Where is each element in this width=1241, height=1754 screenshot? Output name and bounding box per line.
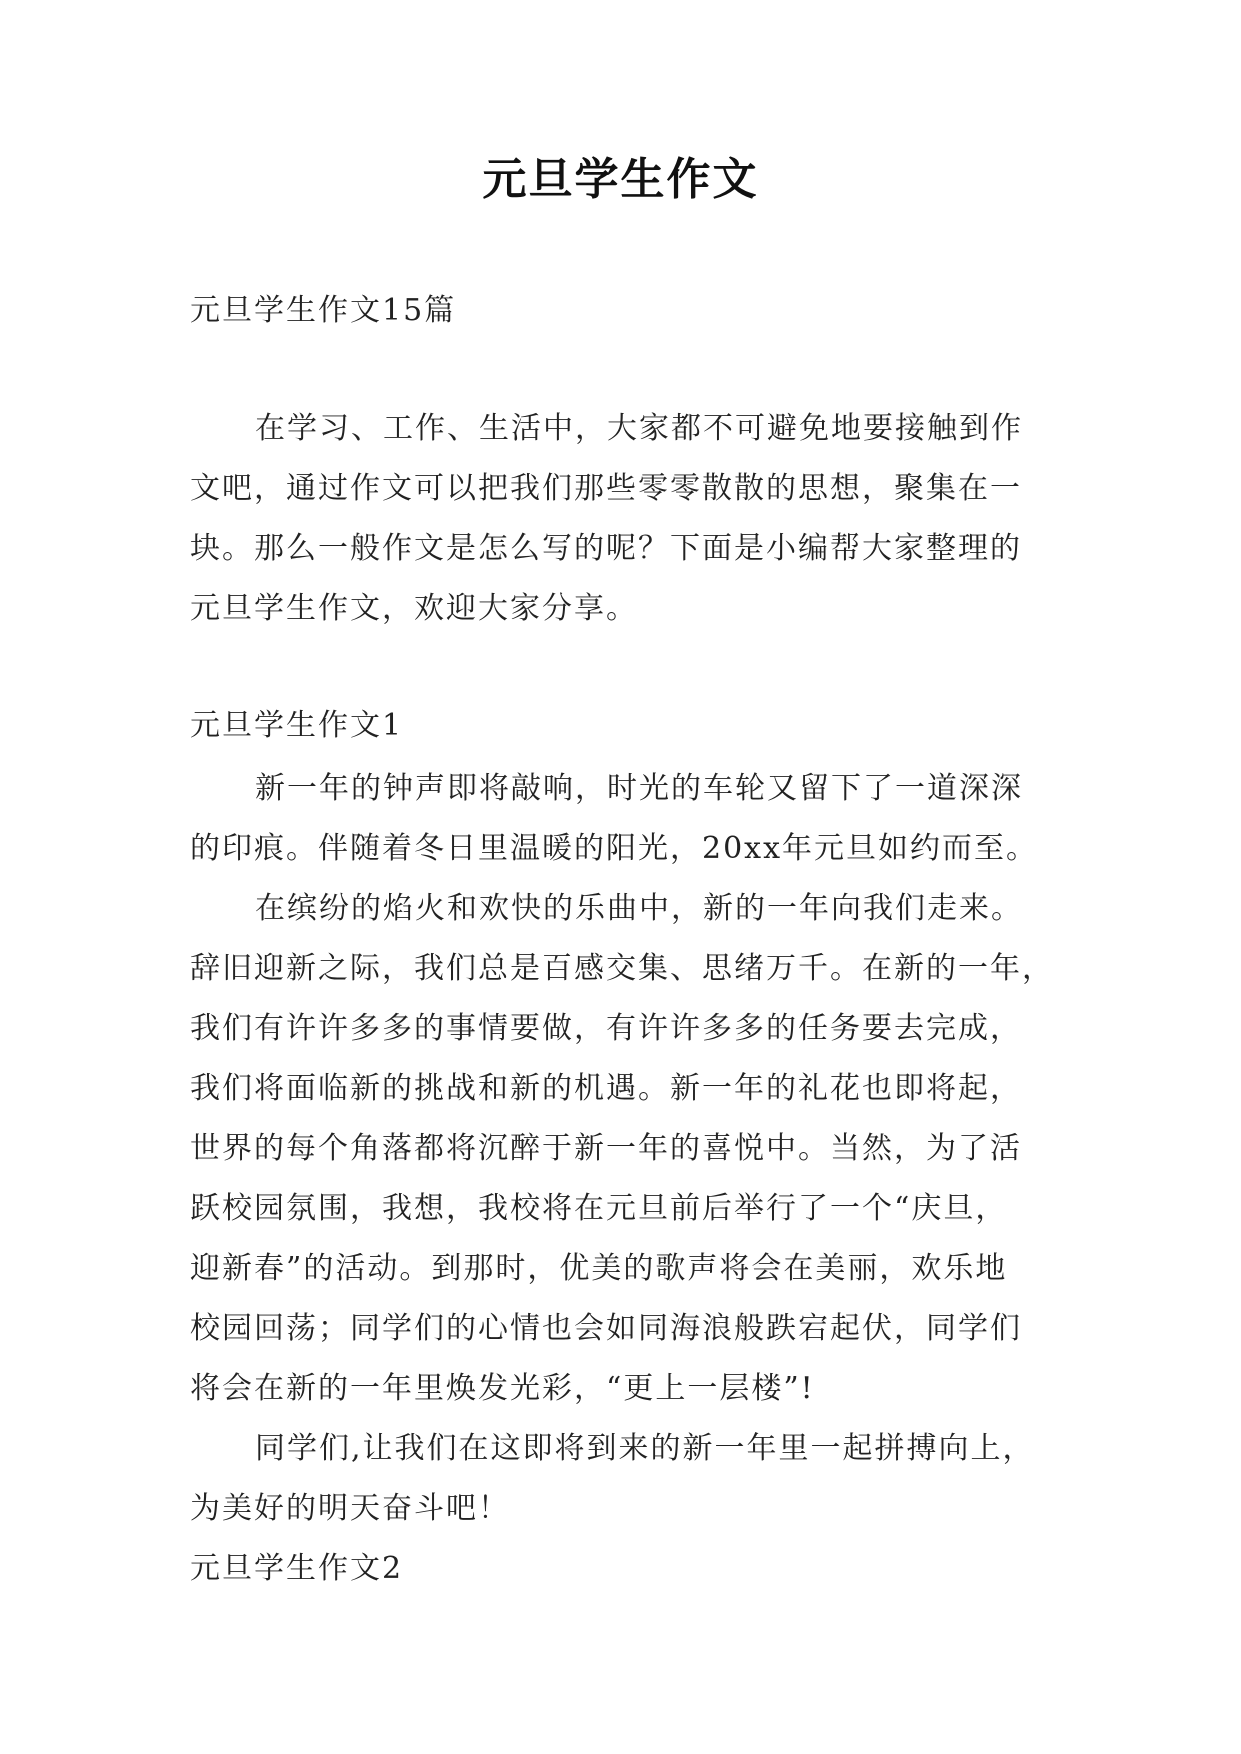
essay1-paragraph-line: 世界的每个角落都将沉醉于新一年的喜悦中。当然，为了活 [190,1131,1022,1166]
essay1-paragraph-line: 新一年的钟声即将敲响，时光的车轮又留下了一道深深 [255,771,1023,806]
essay1-paragraph-line: 将会在新的一年里焕发光彩，“更上一层楼”! [190,1371,815,1406]
intro-line: 块。那么一般作文是怎么写的呢？下面是小编帮大家整理的 [190,531,1022,566]
essay1-paragraph-line: 校园回荡；同学们的心情也会如同海浪般跌宕起伏，同学们 [190,1311,1022,1346]
essay1-paragraph-line: 我们有许许多多的事情要做，有许许多多的任务要去完成， [190,1011,1022,1046]
essay1-paragraph-line: 辞旧迎新之际，我们总是百感交集、思绪万千。在新的一年， [190,951,1054,986]
essay2-heading: 元旦学生作文2 [190,1551,404,1586]
document-subtitle: 元旦学生作文15篇 [190,293,457,328]
intro-line: 元旦学生作文，欢迎大家分享。 [190,591,638,626]
intro-line: 在学习、工作、生活中，大家都不可避免地要接触到作 [255,411,1023,446]
essay1-paragraph-line: 迎新春”的活动。到那时，优美的歌声将会在美丽，欢乐地 [190,1251,1008,1286]
essay1-paragraph-line: 的印痕。伴随着冬日里温暖的阳光，20xx年元旦如约而至。 [190,831,1039,866]
essay1-paragraph-line: 为美好的明天奋斗吧！ [190,1491,510,1526]
essay1-paragraph-line: 我们将面临新的挑战和新的机遇。新一年的礼花也即将起， [190,1071,1022,1106]
essay1-paragraph-line: 在缤纷的焰火和欢快的乐曲中，新的一年向我们走来。 [255,891,1023,926]
document-title: 元旦学生作文 [482,154,759,205]
essay1-heading: 元旦学生作文1 [190,708,404,743]
intro-line: 文吧，通过作文可以把我们那些零零散散的思想，聚集在一 [190,471,1022,506]
essay1-paragraph-line: 同学们,让我们在这即将到来的新一年里一起拼搏向上， [255,1431,1035,1466]
essay1-paragraph-line: 跃校园氛围，我想，我校将在元旦前后举行了一个“庆旦， [190,1191,1008,1226]
